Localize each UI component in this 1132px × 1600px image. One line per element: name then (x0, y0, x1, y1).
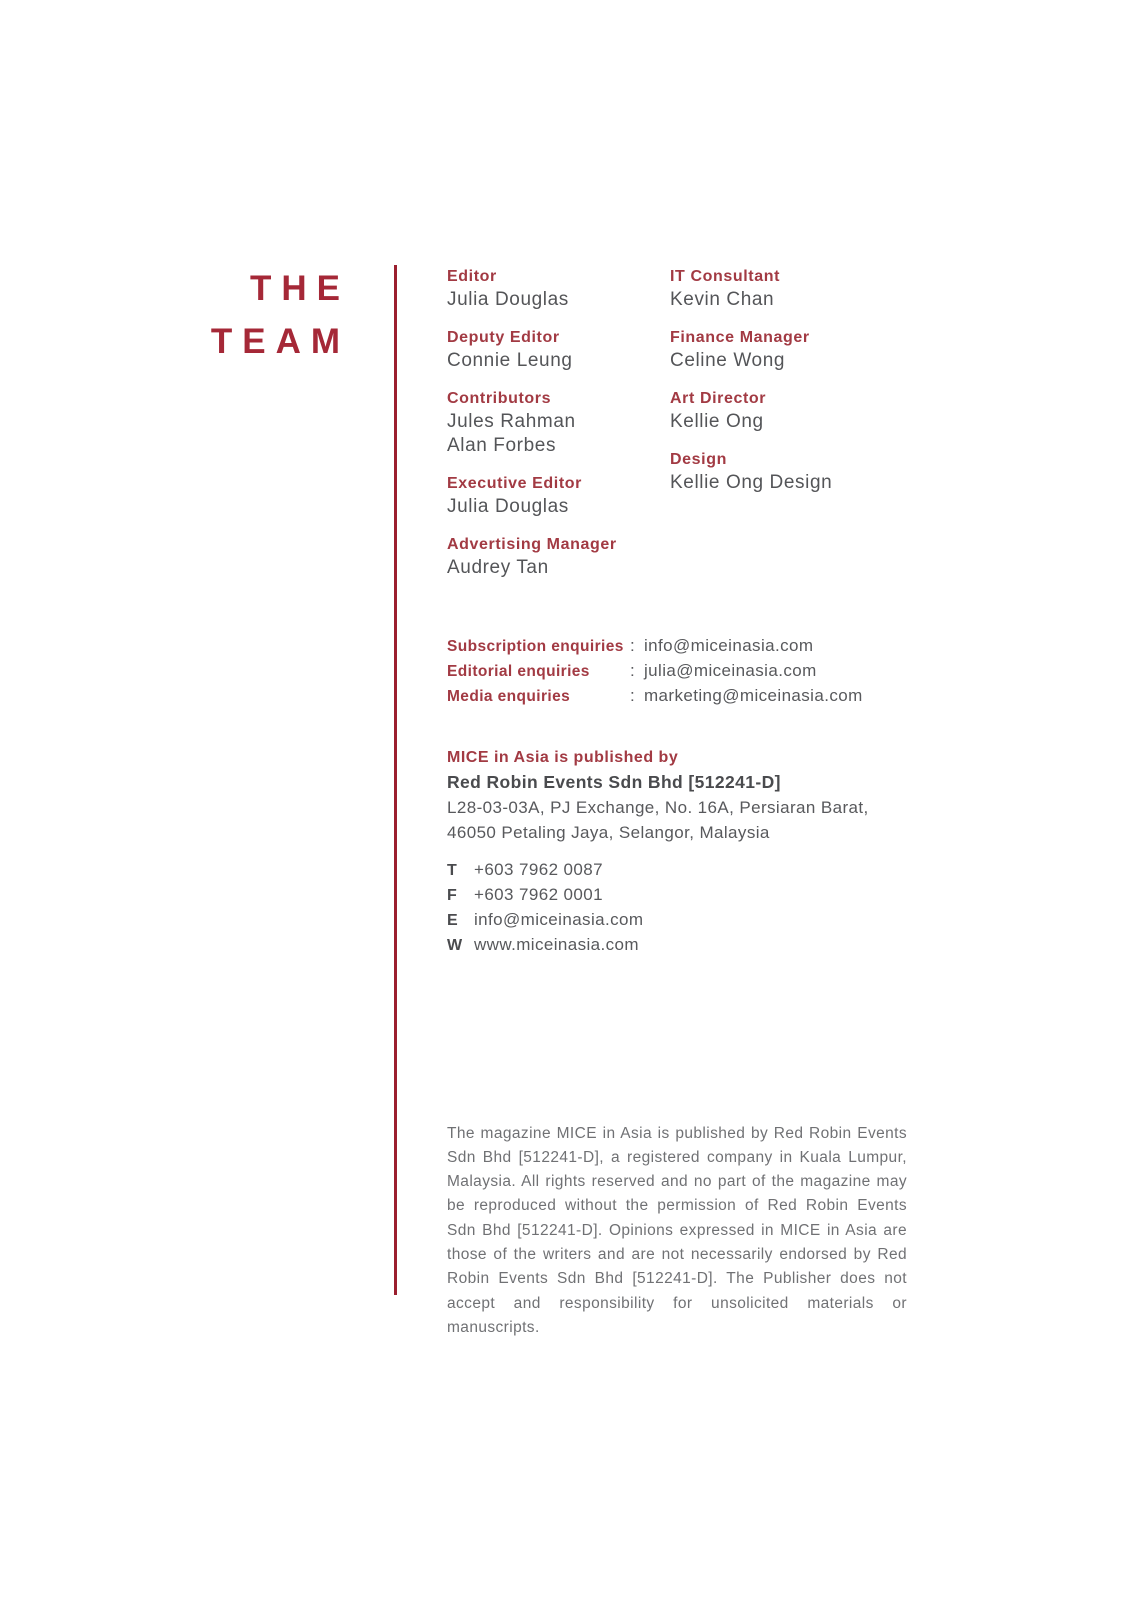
team-role-block (447, 388, 617, 458)
enquiry-row-media (447, 684, 863, 709)
publisher-section (447, 746, 869, 845)
person-name: Alan Forbes (447, 435, 557, 456)
team-role-block (670, 266, 832, 312)
page-title-line-1: THE (250, 269, 350, 308)
publisher-address-line-2: 46050 Petaling Jaya, Selangor, Malaysia (447, 823, 770, 842)
role-label: Executive Editor (447, 475, 582, 492)
enquiry-label: Editorial enquiries (447, 663, 590, 680)
enquiry-label: Subscription enquiries (447, 638, 624, 655)
publisher-heading: MICE in Asia is published by (447, 749, 679, 766)
role-label: Design (670, 451, 727, 468)
person-name: Kellie Ong Design (670, 472, 833, 493)
person-name: Connie Leung (447, 350, 573, 371)
team-column-right (670, 266, 832, 510)
contact-section (447, 858, 643, 958)
person-name: Audrey Tan (447, 557, 549, 578)
team-role-block (447, 473, 617, 519)
enquiries-section (447, 634, 863, 709)
contact-email: info@miceinasia.com (474, 910, 644, 929)
role-label: Editor (447, 268, 497, 285)
enquiry-separator: : (630, 661, 635, 680)
person-name: Celine Wong (670, 350, 786, 371)
enquiry-row-subscription (447, 634, 863, 659)
contact-website: www.miceinasia.com (474, 935, 639, 954)
contact-phone: +603 7962 0087 (474, 860, 603, 879)
enquiry-email: info@miceinasia.com (644, 636, 814, 655)
contact-row-telephone (447, 858, 643, 883)
contact-key: E (447, 912, 458, 929)
contact-key: T (447, 862, 457, 879)
contact-key: W (447, 937, 463, 954)
contact-row-fax (447, 883, 643, 908)
enquiry-email: marketing@miceinasia.com (644, 686, 863, 705)
role-label: Advertising Manager (447, 536, 617, 553)
enquiry-separator: : (630, 636, 635, 655)
enquiry-row-editorial (447, 659, 863, 684)
person-name: Kellie Ong (670, 411, 764, 432)
legal-disclaimer-paragraph: The magazine MICE in Asia is published by Red Robin Events Sdn Bhd [512241-D], a registered company in Kuala Lumpur, Malaysia. All rights reserved and no part of the magazine may be reproduced without the permission of Red Robin Events Sdn Bhd [512241-D]. Opinions expressed in MICE in Asia are those of the writers and are not necessarily endorsed by Red Robin Events Sdn Bhd [512241-D]. The Publisher does not accept and responsibility for unsolicited materials or manuscripts. (447, 1124, 907, 1336)
contact-key: F (447, 887, 457, 904)
team-role-block (447, 327, 617, 373)
role-label: Deputy Editor (447, 329, 560, 346)
role-label: Contributors (447, 390, 552, 407)
contact-fax: +603 7962 0001 (474, 885, 603, 904)
contact-row-email (447, 908, 643, 933)
team-role-block (447, 534, 617, 580)
publisher-company: Red Robin Events Sdn Bhd [512241-D] (447, 772, 781, 792)
team-role-block (670, 388, 832, 434)
person-name: Kevin Chan (670, 289, 775, 310)
publisher-address-line-1: L28-03-03A, PJ Exchange, No. 16A, Persiaran Barat, (447, 798, 869, 817)
team-role-block (670, 327, 832, 373)
person-name: Julia Douglas (447, 289, 569, 310)
role-label: Finance Manager (670, 329, 810, 346)
team-role-block (447, 266, 617, 312)
enquiry-separator: : (630, 686, 635, 705)
enquiry-email: julia@miceinasia.com (644, 661, 817, 680)
team-column-left (447, 266, 617, 595)
team-role-block (670, 449, 832, 495)
person-name: Jules Rahman (447, 411, 576, 432)
page-title-line-2: TEAM (210, 322, 350, 361)
role-label: IT Consultant (670, 268, 781, 285)
vertical-divider-rule (394, 265, 397, 1295)
role-label: Art Director (670, 390, 767, 407)
page-title (150, 262, 350, 368)
person-name: Julia Douglas (447, 496, 569, 517)
contact-row-website (447, 933, 643, 958)
enquiry-label: Media enquiries (447, 688, 571, 705)
